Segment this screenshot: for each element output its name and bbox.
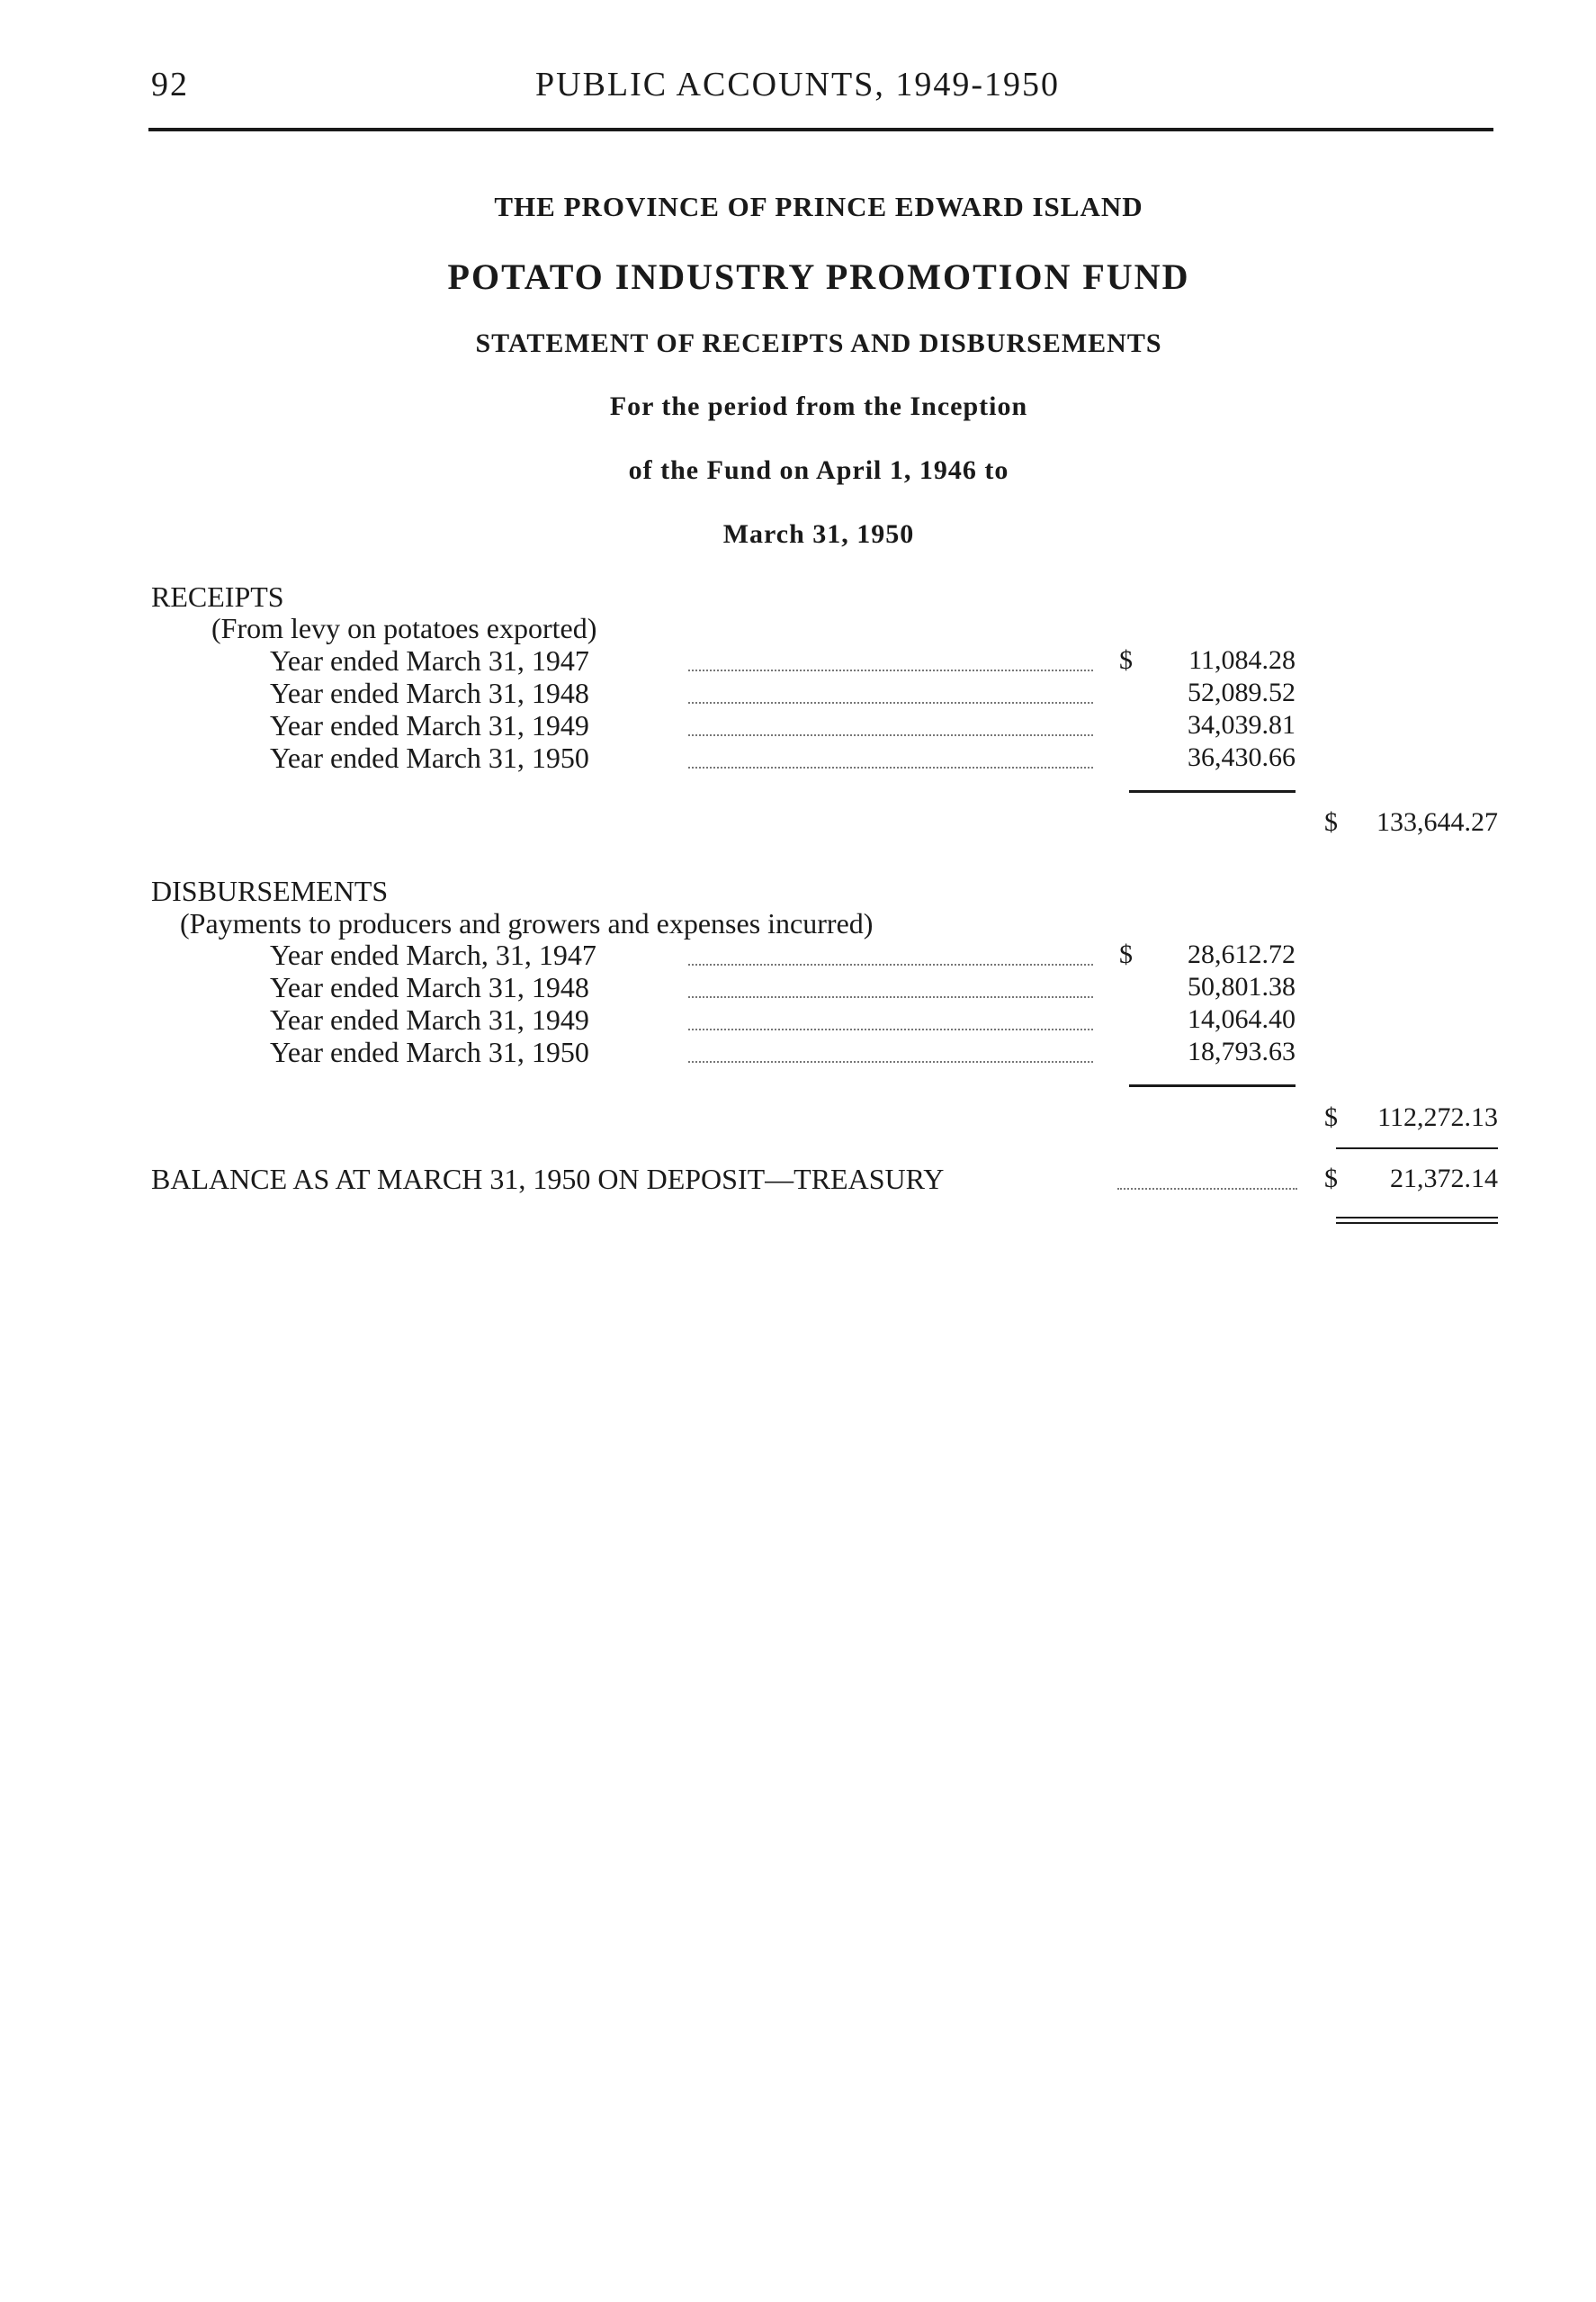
receipts-note: (From levy on potatoes exported) (211, 612, 597, 644)
disbursements-note: (Payments to producers and growers and expenses incurred) (180, 907, 874, 940)
title-period-2: of the Fund on April 1, 1946 to (628, 455, 1009, 485)
row-label: Year ended March 31, 1949 (270, 709, 589, 742)
row-amount: 52,089.52 (1188, 678, 1296, 707)
leader-dots (688, 996, 1093, 998)
currency-sign: $ (1119, 940, 1133, 969)
row-label: Year ended March, 31, 1947 (270, 939, 596, 971)
title-province: THE PROVINCE OF PRINCE EDWARD ISLAND (494, 191, 1143, 222)
running-title: PUBLIC ACCOUNTS, 1949-1950 (535, 66, 1060, 103)
disbursements-total: 112,272.13 (1377, 1102, 1498, 1132)
leader-dots (688, 964, 1093, 966)
title-period-1: For the period from the Inception (609, 391, 1028, 421)
row-label: Year ended March 31, 1948 (270, 971, 589, 1003)
row-label: Year ended March 31, 1950 (270, 1036, 589, 1068)
balance-label: BALANCE AS AT MARCH 31, 1950 ON DEPOSIT—TREASURY (151, 1163, 945, 1195)
row-amount: 14,064.40 (1188, 1004, 1296, 1034)
receipts-heading: RECEIPTS (151, 580, 284, 613)
leader-dots (1117, 1188, 1297, 1190)
currency-sign: $ (1119, 645, 1133, 675)
disbursements-heading: DISBURSEMENTS (151, 875, 389, 907)
balance-double-rule-1 (1336, 1217, 1498, 1218)
row-amount: 50,801.38 (1188, 972, 1296, 1002)
leader-dots (688, 734, 1093, 736)
row-amount: 36,430.66 (1188, 742, 1296, 772)
leader-dots (688, 670, 1093, 671)
disbursements-total-currency: $ (1324, 1102, 1338, 1132)
leader-dots (688, 767, 1093, 769)
leader-dots (688, 702, 1093, 704)
row-label: Year ended March 31, 1950 (270, 742, 589, 774)
title-statement: STATEMENT OF RECEIPTS AND DISBURSEMENTS (475, 328, 1162, 358)
row-amount: 34,039.81 (1188, 710, 1296, 740)
page-number: 92 (151, 66, 189, 103)
row-label: Year ended March 31, 1949 (270, 1003, 589, 1036)
balance-amount: 21,372.14 (1390, 1164, 1498, 1193)
leader-dots (688, 1029, 1093, 1030)
row-amount: 28,612.72 (1188, 940, 1296, 969)
balance-double-rule-2 (1336, 1222, 1498, 1224)
header-rule (148, 128, 1493, 131)
receipts-total: 133,644.27 (1376, 807, 1498, 837)
title-fund: POTATO INDUSTRY PROMOTION FUND (447, 256, 1190, 297)
row-amount: 18,793.63 (1188, 1037, 1296, 1066)
receipts-subtotal-rule (1129, 790, 1296, 793)
row-label: Year ended March 31, 1948 (270, 677, 589, 709)
receipts-total-currency: $ (1324, 807, 1338, 837)
row-label: Year ended March 31, 1947 (270, 644, 589, 677)
row-amount: 11,084.28 (1188, 645, 1296, 675)
leader-dots (688, 1061, 1093, 1063)
disbursements-subtotal-rule (1129, 1084, 1296, 1087)
balance-top-rule (1336, 1147, 1498, 1149)
balance-currency: $ (1324, 1164, 1338, 1193)
title-period-3: March 31, 1950 (722, 519, 915, 549)
